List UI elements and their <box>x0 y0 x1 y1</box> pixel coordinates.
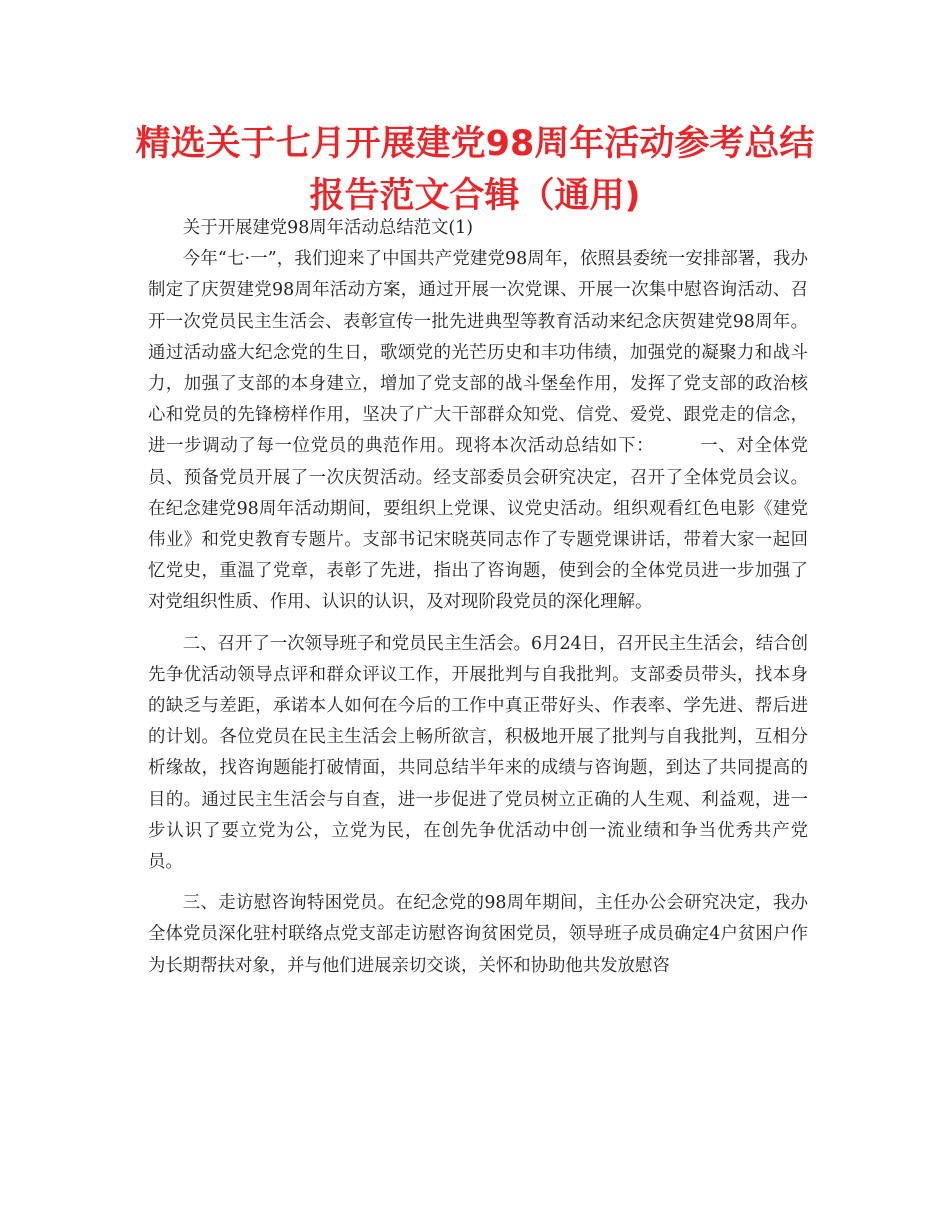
document-body <box>148 213 808 982</box>
paragraph-3: 三、走访慰咨询特困党员。在纪念党的98周年期间，主任办公会研究决定，我办全体党员深化驻村联络点党支部走访慰咨询贫困党员，领导班子成员确定4户贫困户作为长期帮扶对象，并与他们进展亲切交谈，关怀和协助他共发放慰咨 <box>148 893 808 976</box>
paragraph-1-section-one: 一、对全体党员、预备党员开展了一次庆贺活动。经支部委员会研究决定，召开了全体党员会议。在纪念建党98周年活动期间，要组织上党课、议党史活动。组织观看红色电影《建党伟业》和党史教育专题片。支部书记宋晓英同志作了专题党课讲话，带着大家一起回忆党史，重温了党章，表彰了先进，指出了咨询题，使到会的全体党员进一步加强了对党组织性质、作用、认识的认识，及对现阶段党员的深化理解。 <box>148 436 808 613</box>
document-subtitle: 关于开展建党98周年活动总结范文(1) <box>182 218 474 238</box>
document-title: 精选关于七月开展建党98周年活动参考总结报告范文合辑（通用) <box>135 124 815 216</box>
paragraph-2: 二、召开了一次领导班子和党员民主生活会。6月24日，召开民主生活会，结合创先争优活动领导点评和群众评议工作，开展批判与自我批判。支部委员带头，找本身的缺乏与差距，承诺本人如何在今后的工作中真正带好头、作表率、学先进、帮后进的计划。各位党员在民主生活会上畅所欲言，积极地开展了批判与自我批判，互相分析缘故，找咨询题能打破情面，共同总结半年来的成绩与咨询题，到达了共同提高的目的。通过民主生活会与自查，进一步促进了党员树立正确的人生观、利益观，进一步认识了要立党为公，立党为民，在创先争优活动中创一流业绩和争当优秀共产党员。 <box>148 633 808 873</box>
paragraph-1 <box>148 244 808 618</box>
paragraph-1-text: 今年“七·一”，我们迎来了中国共产党建党98周年，依照县委统一安排部署，我办制定了庆贺建党98周年活动方案，通过开展一次党课、开展一次集中慰咨询活动、召开一次党员民主生活会、表彰宣传一批先进典型等教育活动来纪念庆贺建党98周年。通过活动盛大纪念党的生日，歌颂党的光芒历史和丰功伟绩，加强党的凝聚力和战斗力，加强了支部的本身建立，增加了党支部的战斗堡垒作用，发挥了党支部的政治核心和党员的先锋榜样作用，坚决了广大干部群众知党、信党、爱党、跟党走的信念，进一步调动了每一位党员的典范作用。现将本次活动总结如下： <box>148 249 808 457</box>
